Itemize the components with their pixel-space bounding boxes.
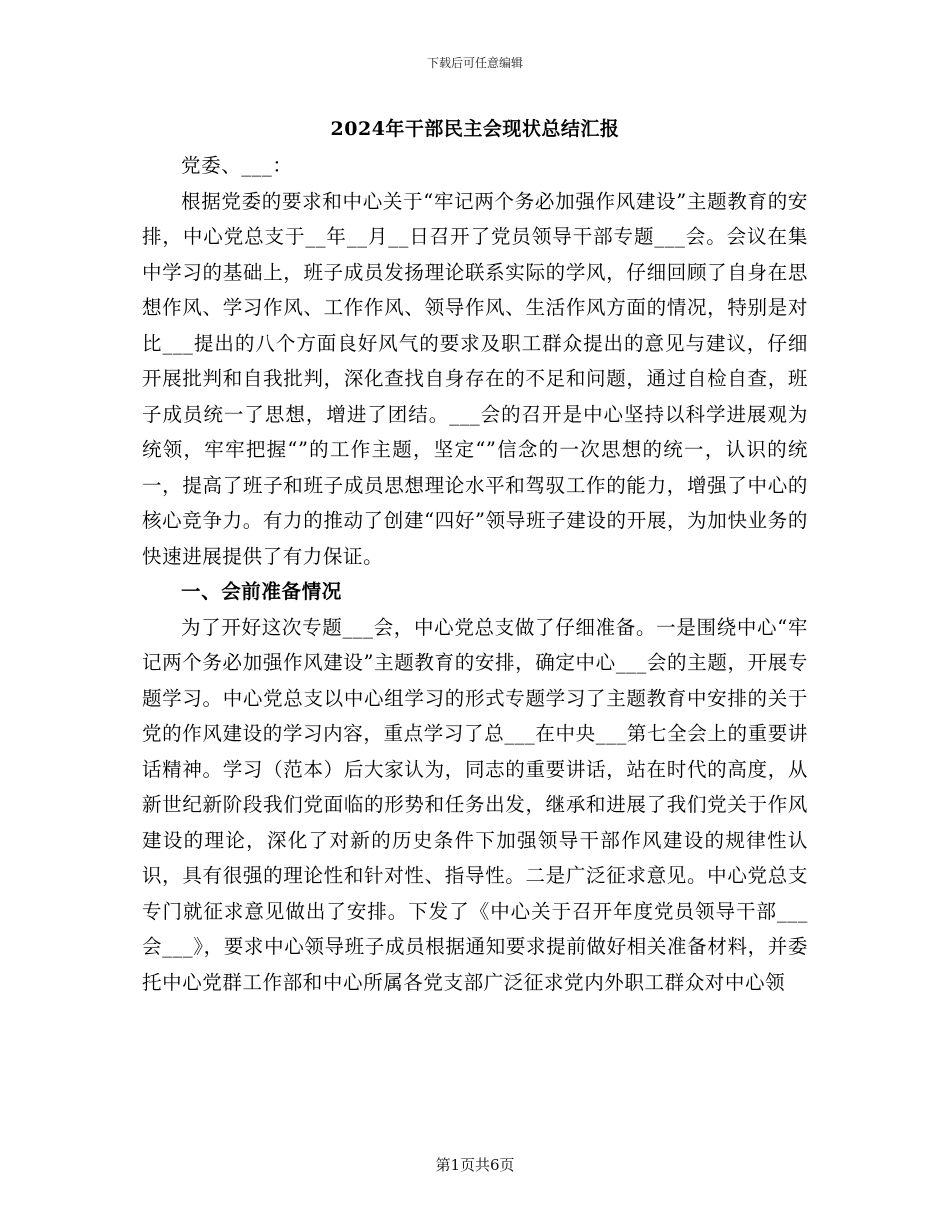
page-number-footer: 第1页共6页 bbox=[435, 1156, 515, 1174]
section-paragraph: 为了开好这次专题___会，中心党总支做了仔细准备。一是围绕中心“牢记两个务必加强作风建设”主题教育的安排，确定中心___会的主题，开展专题学习。中心党总支以中心组学习的形式专题学习了主题教育中安排的关于党的作风建设的学习内容，重点学习了总___在中央___第七全会上的重要讲话精神。学习（范本）后大家认为，同志的重要讲话，站在时代的高度，从新世纪新阶段我们党面临的形势和任务出发，继承和进展了我们党关于作风建设的理论，深化了对新的历史条件下加强领导干部作风建设的规律性认识，具有很强的理论性和针对性、指导性。二是广泛征求意见。中心党总支专门就征求意见做出了安排。下发了《中心关于召开年度党员领导干部___会___》，要求中心领导班子成员根据通知要求提前做好相关准备材料，并委托中心党群工作部和中心所属各党支部广泛征求党内外职工群众对中心领 bbox=[142, 615, 808, 994]
document-body bbox=[142, 110, 808, 1000]
salutation: 党委、___： bbox=[181, 154, 293, 177]
section-heading: 一、会前准备情况 bbox=[181, 580, 342, 603]
document-title: 2024年干部民主会现状总结汇报 bbox=[330, 118, 620, 140]
intro-paragraph: 根据党委的要求和中心关于“牢记两个务必加强作风建设”主题教育的安排，中心党总支于__年__月__日召开了党员领导干部专题___会。会议在集中学习的基础上，班子成员发扬理论联系实际的学风，仔细回顾了自身在思想作风、学习作风、工作作风、领导作风、生活作风方面的情况，特别是对比___提出的八个方面良好风气的要求及职工群众提出的意见与建议，仔细开展批判和自我批判，深化查找自身存在的不足和问题，通过自检自查，班子成员统一了思想，增进了团结。___会的召开是中心坚持以科学进展观为统领，牢牢把握“”的工作主题，坚定“”信念的一次思想的统一，认识的统一，提高了班子和班子成员思想理论水平和驾驭工作的能力，增强了中心的核心竞争力。有力的推动了创建“四好”领导班子建设的开展，为加快业务的快速进展提供了有力保证。 bbox=[142, 189, 808, 568]
header-note: 下载后可任意编辑 bbox=[426, 56, 523, 70]
